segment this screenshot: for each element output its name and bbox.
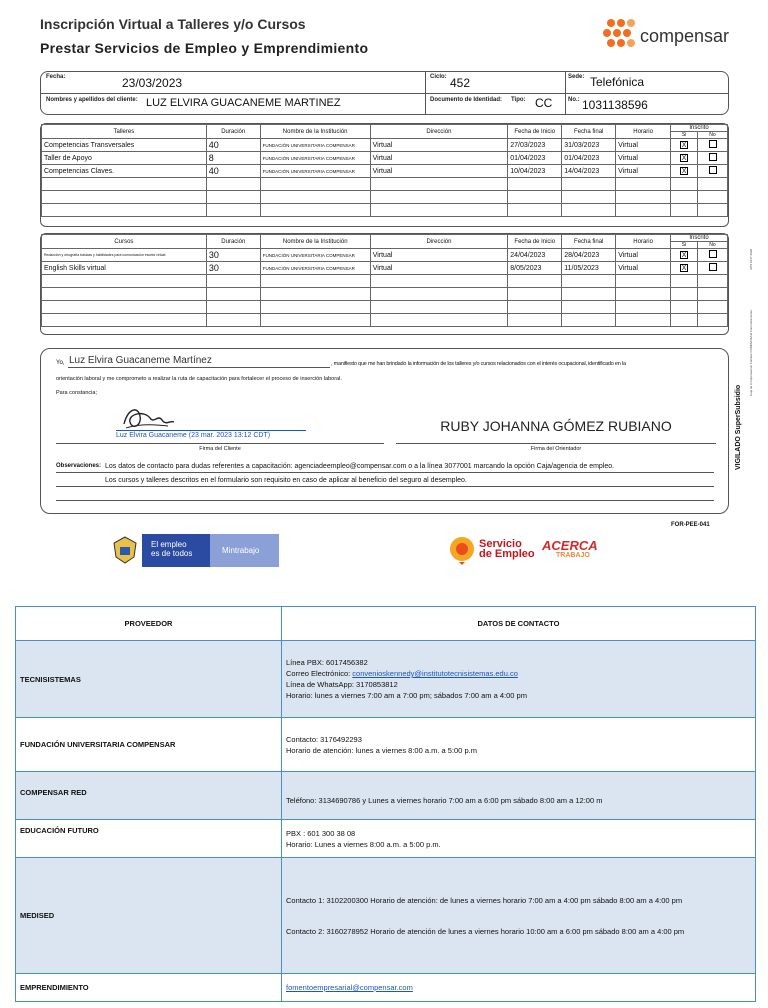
col-direccion: Dirección: [370, 125, 508, 139]
observaciones-line-1: Los datos de contacto para dudas referentes a capacitación: agenciadeempleo@compensar.com o a la línea 3077001 marcando la opción Caja/agencia de empleo.: [105, 463, 615, 470]
tipo-label: Tipo:: [511, 97, 526, 103]
entry-name[interactable]: [42, 275, 207, 288]
inscrito-si-cell: [671, 165, 698, 178]
fecha-final-cell[interactable]: [562, 204, 616, 217]
col-si: Si: [671, 132, 698, 139]
inscrito-si-checkbox[interactable]: X: [681, 155, 687, 162]
direccion-cell[interactable]: Virtual: [370, 165, 508, 178]
fecha-final-cell[interactable]: [562, 178, 616, 191]
inscrito-no-cell: [698, 165, 728, 178]
fecha-inicio-cell[interactable]: [508, 178, 562, 191]
horario-cell[interactable]: [616, 191, 671, 204]
inscrito-no-cell: [698, 178, 728, 191]
declaration-text-1: , manifiesto que me han brindado la información de los talleres y/o cursos relacionados con el interés ocupacional, identificado en la: [331, 361, 626, 367]
inscrito-si-checkbox[interactable]: X: [681, 168, 687, 175]
side-small-text-1: Caja de Compensación Familiar COMPENSAR Comunicaciones: [749, 310, 753, 396]
fecha-value[interactable]: 23/03/2023: [122, 76, 183, 90]
fecha-inicio-cell[interactable]: 10/04/2023: [508, 165, 562, 178]
firma-orientador-label: Firma del Orientador: [530, 446, 582, 452]
table-row: [42, 178, 728, 191]
table-row: [42, 165, 728, 178]
fecha-inicio-cell[interactable]: [508, 275, 562, 288]
entry-name[interactable]: [42, 288, 207, 301]
horario-cell[interactable]: Virtual: [616, 139, 671, 152]
contact-row-emprendimiento: [16, 974, 756, 1002]
client-name-written[interactable]: Luz Elvira Guacaneme Martínez: [69, 355, 212, 366]
inscrito-si-cell: [671, 152, 698, 165]
no-value[interactable]: 1031138596: [582, 98, 648, 112]
inscrito-si-cell: [671, 139, 698, 152]
inscrito-si-cell: [671, 249, 698, 262]
inscrito-no-checkbox[interactable]: [709, 166, 717, 174]
proveedor-name: MEDISED: [16, 858, 282, 974]
col-fecha-final: Fecha final: [562, 125, 616, 139]
direccion-cell[interactable]: [370, 301, 508, 314]
observaciones-label: Observaciones:: [56, 463, 102, 469]
contact-row-fundacion: [16, 718, 756, 772]
talleres-table: [41, 124, 728, 217]
col-fecha-inicio: Fecha de Inicio: [508, 235, 562, 249]
fecha-inicio-cell[interactable]: [508, 191, 562, 204]
contact-row-educacion-futuro: [16, 820, 756, 858]
proveedor-name: FUNDACIÓN UNIVERSITARIA COMPENSAR: [16, 718, 282, 772]
fecha-final-cell[interactable]: [562, 275, 616, 288]
mintrabajo-logo: Mintrabajo: [210, 534, 279, 567]
contact-line: Horario: Lunes a viernes 8:00 a.m. a 5:00 p.m.: [286, 839, 441, 849]
fecha-final-cell[interactable]: 01/04/2023: [562, 152, 616, 165]
contact-line: Contacto 1: 3102200300 Horario de atención: de lunes a viernes horario 7:00 am a 4:00 pm sábado 8:00 am a 4:00 pm: [286, 895, 683, 905]
col-cursos: Cursos: [42, 235, 207, 249]
sede-value[interactable]: Telefónica: [590, 75, 645, 89]
documento-label: Documento de Identidad:: [430, 97, 502, 103]
inscrito-si-cell: [671, 204, 698, 217]
contact-line: Contacto: 3176492293: [286, 734, 362, 744]
cursos-table: [41, 234, 728, 327]
institucion-cell[interactable]: [260, 288, 370, 301]
institucion-cell[interactable]: FUNDACIÓN UNIVERSITARIA COMPENSAR: [260, 249, 370, 262]
col-direccion: Dirección: [370, 235, 508, 249]
fecha-inicio-cell[interactable]: [508, 314, 562, 327]
inscrito-no-checkbox[interactable]: [709, 153, 717, 161]
horario-cell[interactable]: Virtual: [616, 165, 671, 178]
contact-line: Horario: lunes a viernes 7:00 am a 7:00 pm; sábados 7:00 am a 4:00 pm: [286, 691, 527, 700]
col-inscrito: Inscrito: [671, 235, 728, 242]
institucion-cell[interactable]: [260, 178, 370, 191]
contact-row-tecnisistemas: [16, 641, 756, 718]
duracion-cell[interactable]: 30: [206, 262, 260, 275]
direccion-cell[interactable]: Virtual: [370, 249, 508, 262]
col-institucion: Nombre de la Institución: [260, 235, 370, 249]
col-no: No: [698, 132, 728, 139]
institucion-cell[interactable]: [260, 275, 370, 288]
declaration-text-2: orientación laboral y me comprometo a realizar la ruta de capacitación para fortalecer el proceso de inserción laboral.: [56, 376, 342, 382]
contact-line: Correo Electrónico:: [286, 669, 353, 678]
col-duracion: Duración: [206, 125, 260, 139]
direccion-cell[interactable]: [370, 178, 508, 191]
inscrito-si-cell: [671, 191, 698, 204]
signature-caption: Luz Elvira Guacaneme (23 mar. 2023 13:12 CDT): [116, 432, 271, 439]
entry-name[interactable]: English Skills virtual: [42, 262, 207, 275]
form-subtitle: Prestar Servicios de Empleo y Emprendimiento: [40, 40, 369, 56]
entry-name[interactable]: [42, 314, 207, 327]
acerca-logo: ACERCA: [542, 538, 598, 553]
observaciones-line-2: Los cursos y talleres descritos en el formulario son requisito en caso de aplicar al beneficio del seguro al desempleo.: [105, 477, 467, 484]
inscrito-no-checkbox[interactable]: [709, 140, 717, 148]
inscrito-si-cell: [671, 301, 698, 314]
horario-cell[interactable]: [616, 301, 671, 314]
duracion-cell[interactable]: [206, 275, 260, 288]
direccion-cell[interactable]: Virtual: [370, 139, 508, 152]
col-horario: Horario: [616, 235, 671, 249]
fecha-inicio-cell[interactable]: [508, 301, 562, 314]
duracion-cell[interactable]: 8: [206, 152, 260, 165]
entry-name[interactable]: [42, 204, 207, 217]
proveedor-header: PROVEEDOR: [16, 607, 282, 641]
col-inscrito: Inscrito: [671, 125, 728, 132]
orientador-name[interactable]: RUBY JOHANNA GÓMEZ RUBIANO: [440, 418, 672, 434]
institucion-cell[interactable]: [260, 191, 370, 204]
inscrito-no-checkbox[interactable]: [709, 250, 717, 258]
contact-line: Teléfono: 3134690786 y Lunes a viernes horario 7:00 am a 6:00 pm sábado 8:00 am a 12:00 m: [282, 772, 756, 820]
institucion-cell[interactable]: FUNDACIÓN UNIVERSITARIA COMPENSAR: [260, 152, 370, 165]
yo-label: Yo,: [56, 360, 65, 366]
duracion-cell[interactable]: [206, 314, 260, 327]
col-no: No: [698, 242, 728, 249]
email-link[interactable]: fomentoempresarial@compensar.com: [286, 983, 413, 992]
side-small-text-2: UPS 1037 2020: [749, 248, 753, 270]
inscrito-no-cell: [698, 191, 728, 204]
institucion-cell[interactable]: FUNDACIÓN UNIVERSITARIA COMPENSAR: [260, 262, 370, 275]
entry-name[interactable]: [42, 301, 207, 314]
duracion-cell[interactable]: 40: [206, 165, 260, 178]
para-constancia: Para constancia;: [56, 390, 97, 396]
table-row: [42, 139, 728, 152]
col-institucion: Nombre de la Institución: [260, 125, 370, 139]
col-horario: Horario: [616, 125, 671, 139]
fecha-inicio-cell[interactable]: 24/04/2023: [508, 249, 562, 262]
contacts-table: [15, 606, 756, 1002]
email-link[interactable]: convenioskennedy@institutotecnisistemas.edu.co: [352, 669, 518, 678]
inscrito-no-cell: [698, 249, 728, 262]
sede-label: Sede:: [568, 74, 585, 80]
entry-name[interactable]: Competencias Transversales: [42, 139, 207, 152]
horario-cell[interactable]: [616, 275, 671, 288]
horario-cell[interactable]: Virtual: [616, 249, 671, 262]
duracion-cell[interactable]: 30: [206, 249, 260, 262]
proveedor-name: COMPENSAR RED: [16, 772, 282, 820]
trabajo-logo: TRABAJO: [556, 552, 590, 559]
servicio-empleo-icon: [447, 534, 477, 566]
col-talleres: Talleres: [42, 125, 207, 139]
proveedor-name: TECNISISTEMAS: [16, 641, 282, 718]
firma-cliente-label: Firma del Cliente: [199, 446, 241, 452]
form-code: FOR-PEE-041: [671, 522, 710, 528]
ciclo-value[interactable]: 452: [450, 76, 471, 90]
entry-name[interactable]: [42, 178, 207, 191]
duracion-cell[interactable]: 40: [206, 139, 260, 152]
fecha-final-cell[interactable]: [562, 191, 616, 204]
inscrito-si-checkbox[interactable]: X: [681, 252, 687, 259]
fecha-inicio-cell[interactable]: 27/03/2023: [508, 139, 562, 152]
table-row: [42, 288, 728, 301]
inscrito-no-cell: [698, 152, 728, 165]
table-row: [42, 249, 728, 262]
entry-name[interactable]: Competencias Claves.: [42, 165, 207, 178]
proveedor-name: EMPRENDIMIENTO: [16, 974, 282, 1002]
fecha-final-cell[interactable]: 31/03/2023: [562, 139, 616, 152]
contact-line: PBX : 601 300 38 08: [286, 828, 356, 838]
institucion-cell[interactable]: [260, 314, 370, 327]
fecha-inicio-cell[interactable]: 01/04/2023: [508, 152, 562, 165]
colombia-shield-icon: [110, 535, 140, 565]
fecha-final-cell[interactable]: 14/04/2023: [562, 165, 616, 178]
brand-name: compensar: [640, 26, 730, 46]
inscrito-no-cell: [698, 314, 728, 327]
inscrito-no-checkbox[interactable]: [709, 263, 717, 271]
inscrito-no-cell: [698, 262, 728, 275]
nombre-value[interactable]: LUZ ELVIRA GUACANEME MARTINEZ: [146, 97, 341, 109]
inscrito-no-cell: [698, 275, 728, 288]
table-row: [42, 204, 728, 217]
inscrito-si-cell: [671, 288, 698, 301]
inscrito-no-cell: [698, 204, 728, 217]
contact-line: Línea PBX: 6017456382: [286, 658, 368, 667]
direccion-cell[interactable]: [370, 191, 508, 204]
entry-name[interactable]: Taller de Apoyo: [42, 152, 207, 165]
table-row: [42, 275, 728, 288]
fecha-inicio-cell[interactable]: [508, 204, 562, 217]
fecha-final-cell[interactable]: 11/05/2023: [562, 262, 616, 275]
col-duracion: Duración: [206, 235, 260, 249]
inscrito-no-cell: [698, 301, 728, 314]
institucion-cell[interactable]: [260, 301, 370, 314]
fecha-final-cell[interactable]: [562, 288, 616, 301]
contact-row-medised: [16, 858, 756, 974]
direccion-cell[interactable]: [370, 204, 508, 217]
inscrito-si-cell: [671, 275, 698, 288]
entry-name[interactable]: Redacción y ortografía básicas y habilidades para comunicación escrita virtual: [42, 249, 207, 262]
duracion-cell[interactable]: [206, 301, 260, 314]
proveedor-name: EDUCACIÓN FUTURO: [16, 820, 282, 858]
table-row: [42, 152, 728, 165]
institucion-cell[interactable]: FUNDACIÓN UNIVERSITARIA COMPENSAR: [260, 139, 370, 152]
fecha-inicio-cell[interactable]: 8/05/2023: [508, 262, 562, 275]
direccion-cell[interactable]: Virtual: [370, 262, 508, 275]
table-row: [42, 262, 728, 275]
entry-name[interactable]: [42, 191, 207, 204]
ciclo-label: Ciclo:: [430, 74, 447, 80]
contacto-header: DATOS DE CONTACTO: [282, 607, 756, 641]
horario-cell[interactable]: [616, 178, 671, 191]
contact-line: Contacto 2: 3160278952 Horario de atención de lunes a viernes horario 10:00 am a 6:00 pm sábado 8:00 am a 4:00 pm: [286, 926, 685, 936]
tipo-value[interactable]: CC: [535, 96, 553, 110]
direccion-cell[interactable]: [370, 275, 508, 288]
inscrito-si-cell: [671, 314, 698, 327]
horario-cell[interactable]: [616, 314, 671, 327]
col-fecha-inicio: Fecha de Inicio: [508, 125, 562, 139]
duracion-cell[interactable]: [206, 204, 260, 217]
horario-cell[interactable]: Virtual: [616, 152, 671, 165]
fecha-inicio-cell[interactable]: [508, 288, 562, 301]
table-row: [42, 301, 728, 314]
inscrito-no-cell: [698, 139, 728, 152]
direccion-cell[interactable]: [370, 288, 508, 301]
direccion-cell[interactable]: [370, 314, 508, 327]
empleo-de-todos-logo: El empleo es de todos: [142, 534, 210, 567]
inscrito-no-cell: [698, 288, 728, 301]
vigilado-mark: VIGILADO SuperSubsidio: [735, 384, 742, 470]
duracion-cell[interactable]: [206, 178, 260, 191]
col-si: Si: [671, 242, 698, 249]
form-title: Inscripción Virtual a Talleres y/o Cursos: [40, 16, 306, 32]
duracion-cell[interactable]: [206, 288, 260, 301]
servicio-empleo-text: Servicio de Empleo: [479, 538, 535, 560]
institucion-cell[interactable]: FUNDACIÓN UNIVERSITARIA COMPENSAR: [260, 165, 370, 178]
nombre-label: Nombres y apellidos del cliente:: [46, 97, 138, 103]
fecha-final-cell[interactable]: [562, 301, 616, 314]
fecha-label: Fecha:: [46, 74, 66, 80]
horario-cell[interactable]: Virtual: [616, 262, 671, 275]
direccion-cell[interactable]: Virtual: [370, 152, 508, 165]
inscrito-si-checkbox[interactable]: X: [681, 265, 687, 272]
compensar-logo-icon: [603, 18, 639, 54]
no-label: No.:: [568, 97, 580, 103]
inscrito-si-cell: [671, 262, 698, 275]
contact-row-compensar-red: [16, 772, 756, 820]
horario-cell[interactable]: [616, 288, 671, 301]
inscrito-si-checkbox[interactable]: X: [681, 142, 687, 149]
contact-line: Horario de atención: lunes a viernes 8:00 a.m. a 5:00 p.m: [286, 745, 477, 755]
fecha-final-cell[interactable]: 28/04/2023: [562, 249, 616, 262]
table-row: [42, 191, 728, 204]
institucion-cell[interactable]: [260, 204, 370, 217]
horario-cell[interactable]: [616, 204, 671, 217]
duracion-cell[interactable]: [206, 191, 260, 204]
inscrito-si-cell: [671, 178, 698, 191]
col-fecha-final: Fecha final: [562, 235, 616, 249]
contact-line: Línea de WhatsApp: 3170853812: [286, 680, 398, 689]
table-row: [42, 314, 728, 327]
fecha-final-cell[interactable]: [562, 314, 616, 327]
